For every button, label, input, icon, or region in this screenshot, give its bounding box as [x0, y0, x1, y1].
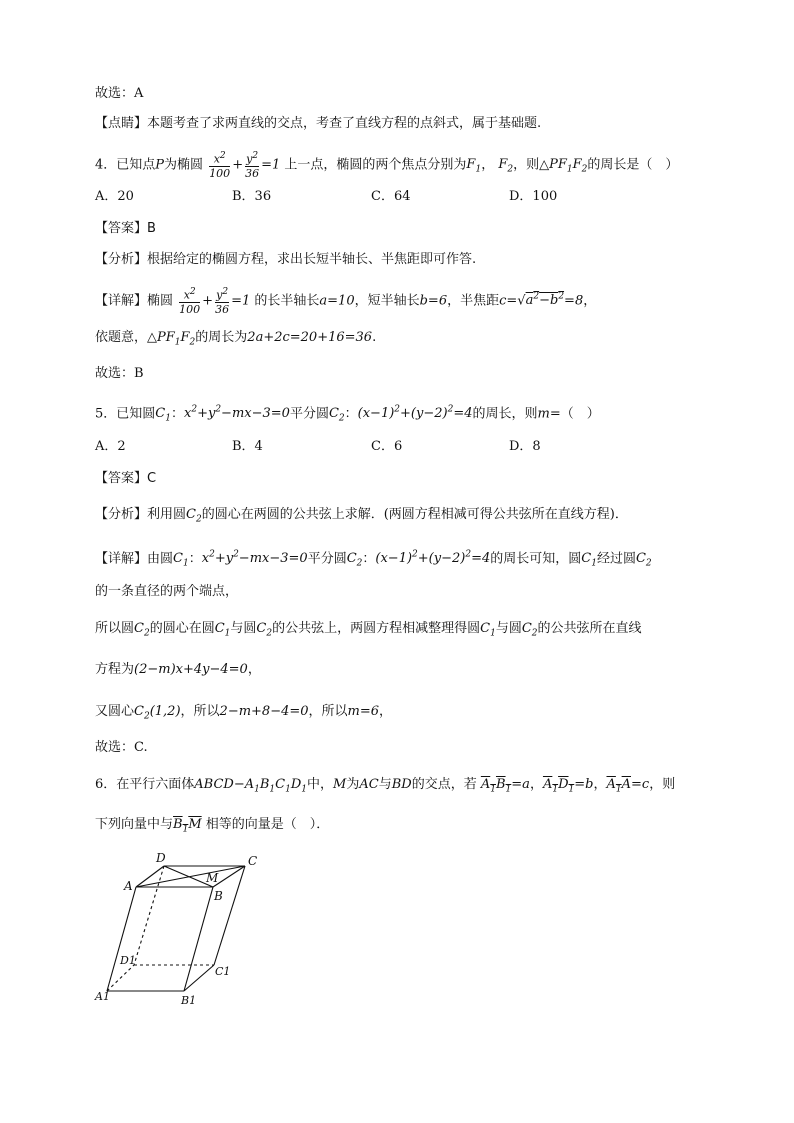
q5-detail: 【详解】由圆$C_1$：$x^2+y^2-mx-3=0$平分圆$C_2$：$(x-1)^2+(y-2)^2=4$的周长可知，圆$C_1$经过圆$C_2$ [95, 550, 652, 569]
q5-stem: 5．已知圆$C_1$：$x^2+y^2-mx-3=0$平分圆$C_2$：$(x-1)^2+(y-2)^2=4$的周长，则m=（ ） [95, 405, 600, 424]
q4-detail-2: 依题意，$\triangle PF_1F_2$的周长为2a+2c=20+16=36. [95, 330, 377, 348]
q4-detail: 【详解】椭圆 $\frac{x^2}{100}$ + $\frac{y^2}{36}$ =1 的长半轴长a=10，短半轴长b=6，半焦距$c=√a^2-b^2=8$， [95, 287, 597, 316]
label-a: A [124, 879, 133, 893]
q4-answer: 【答案】B [95, 221, 156, 236]
q5-option-d: D．8 [509, 439, 541, 454]
q5-option-c: C．6 [371, 439, 403, 454]
edge-dd1 [134, 866, 164, 965]
label-c1: C1 [215, 965, 231, 978]
label-a1: A1 [95, 990, 110, 1003]
q4-option-a: A．20 [95, 189, 134, 204]
q6-stem: 6．在平行六面体$ABCD-A_1B_1C_1D_1$中，M为AC与BD的交点，若 $A_1B_1=a$，$A_1D_1=b$，$A_1A=c$，则 [95, 777, 676, 795]
edge-b1c1 [184, 965, 214, 991]
label-m: M [206, 871, 219, 885]
label-b1: B1 [181, 994, 197, 1007]
q5-detail-2: 的一条直径的两个端点， [95, 584, 239, 599]
q4-analysis: 【分析】根据给定的椭圆方程，求出长短半轴长、半焦距即可作答. [95, 252, 477, 267]
q5-detail-3: 所以圆$C_2$的圆心在圆$C_1$与圆$C_2$的公共弦上，两圆方程相减整理得圆$C_1$与圆$C_2$的公共弦所在直线 [95, 621, 642, 639]
q4-option-c: C．64 [371, 189, 411, 204]
edge-cc1 [214, 866, 245, 965]
q4-stem: 4．已知点P为椭圆 $\frac{x^2}{100}$ + $\frac{y^2}{36}$ =1 上一点，椭圆的两个焦点分别为$F_1$， $F_2$，则$\triangle PF_1F_2$的周长是（ ） [95, 151, 679, 180]
edge-aa1 [107, 887, 136, 991]
dianjing-tag: 【点睛】 [95, 116, 148, 131]
q5-option-a: A．2 [95, 439, 126, 454]
parallelepiped-figure [92, 850, 262, 1010]
q4-option-d: D．100 [509, 189, 558, 204]
dianjing-line: 【点睛】本题考查了求两直线的交点，考查了直线方程的点斜式，属于基础题. [95, 116, 542, 131]
q5-end: 故选：C. [95, 740, 148, 755]
label-c: C [248, 854, 258, 868]
label-d: D [156, 851, 166, 865]
edge-bb1 [184, 887, 213, 991]
q5-detail-5: 又圆心$C_2(1,2)$，所以2−m+8−4=0，所以m=6， [95, 704, 393, 722]
q5-analysis: 【分析】利用圆$C_2$的圆心在两圆的公共弦上求解．(两圆方程相减可得公共弦所在直线方程)． [95, 507, 628, 525]
q5-option-b: B．4 [232, 439, 263, 454]
label-d1: D1 [120, 954, 136, 967]
q4-end: 故选：B [95, 366, 144, 381]
q5-answer: 【答案】C [95, 471, 157, 486]
prev-answer-line: 故选：A [95, 86, 144, 101]
label-b: B [214, 889, 223, 903]
q6-stem-2: 下列向量中与$B_1M$ 相等的向量是（ ）． [95, 817, 330, 835]
q5-detail-4: 方程为(2−m)x+4y−4=0， [95, 662, 261, 677]
q4-option-b: B．36 [232, 189, 272, 204]
